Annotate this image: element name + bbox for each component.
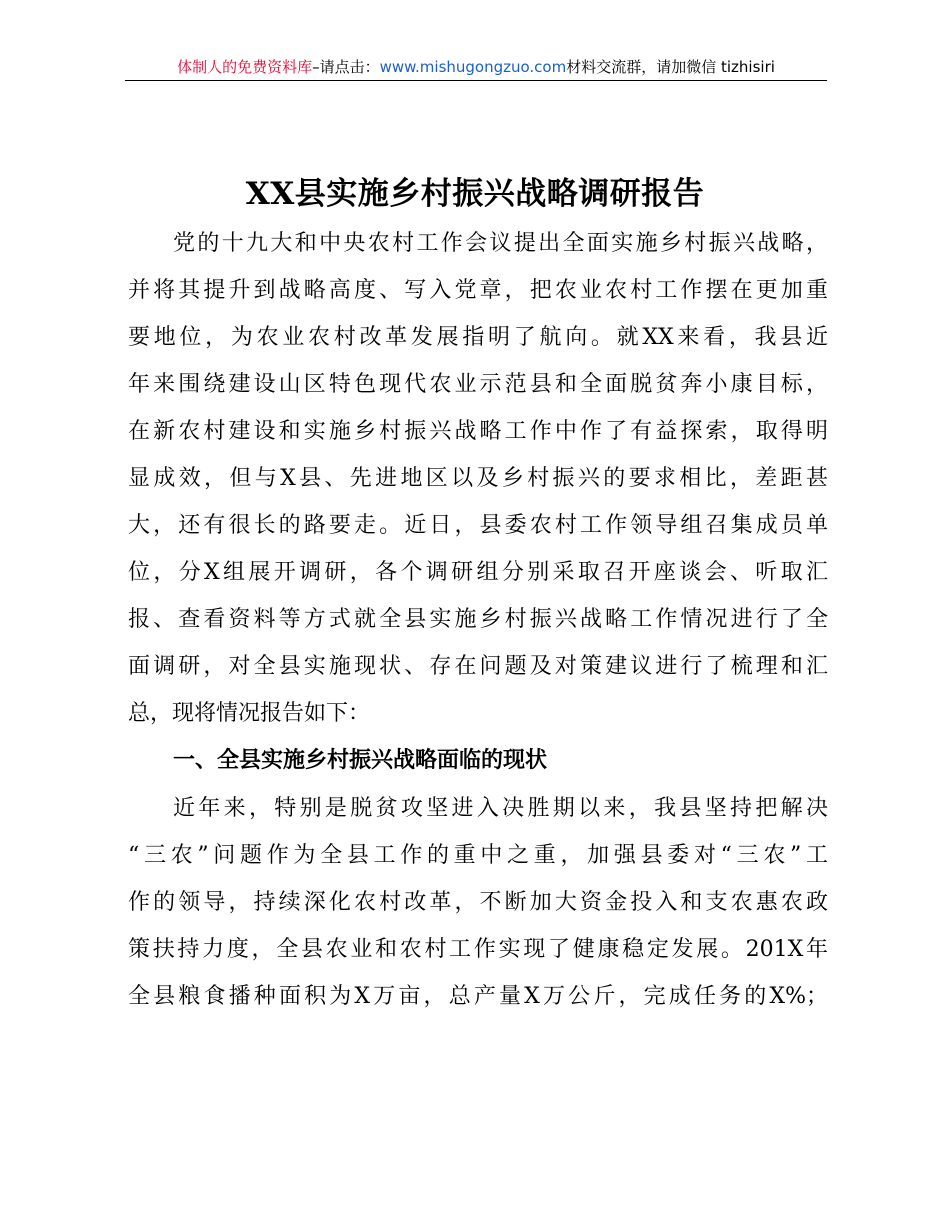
paragraph1-line: 位，分X组展开调研，各个调研组分别采取召开座谈会、听取汇 bbox=[128, 560, 828, 585]
paragraph1-line: 在新农村建设和实施乡村振兴战略工作中作了有益探索，取得明 bbox=[128, 419, 828, 444]
paragraph2-line: 全县粮食播种面积为X万亩，总产量X万公斤，完成任务的X%； bbox=[128, 984, 828, 1009]
paragraph1-line: 面调研，对全县实施现状、存在问题及对策建议进行了梳理和汇 bbox=[128, 654, 828, 679]
paragraph1-line: 要地位，为农业农村改革发展指明了航向。就XX来看，我县近 bbox=[128, 325, 828, 350]
header-url-link[interactable]: www.mishugongzuo.com bbox=[379, 58, 567, 76]
header-click-prompt: –请点击： bbox=[312, 58, 380, 76]
paragraph1-line: 报、查看资料等方式就全县实施乡村振兴战略工作情况进行了全 bbox=[128, 607, 828, 632]
paragraph1-line: 并将其提升到战略高度、写入党章，把农业农村工作摆在更加重 bbox=[128, 278, 828, 303]
paragraph1-line: 党的十九大和中央农村工作会议提出全面实施乡村振兴战略， bbox=[173, 231, 828, 256]
paragraph1-line: 总，现将情况报告如下： bbox=[128, 701, 371, 726]
paragraph2-line: 近年来，特别是脱贫攻坚进入决胜期以来，我县坚持把解决 bbox=[173, 796, 828, 821]
header-group-text: 材料交流群，请加微信 tizhisiri bbox=[566, 58, 775, 76]
page-header bbox=[125, 56, 827, 81]
header-brand: 体制人的免费资料库 bbox=[177, 58, 313, 76]
document-title: XX县实施乡村振兴战略调研报告 bbox=[245, 176, 705, 212]
paragraph1-line: 显成效，但与X县、先进地区以及乡村振兴的要求相比，差距甚 bbox=[128, 466, 828, 491]
paragraph1-line: 大，还有很长的路要走。近日，县委农村工作领导组召集成员单 bbox=[128, 513, 828, 538]
paragraph1-line: 年来围绕建设山区特色现代农业示范县和全面脱贫奔小康目标， bbox=[128, 372, 828, 397]
paragraph2-line: “三农”问题作为全县工作的重中之重，加强县委对“三农”工 bbox=[128, 843, 828, 868]
section1-heading: 一、全县实施乡村振兴战略面临的现状 bbox=[173, 748, 548, 773]
paragraph2-line: 作的领导，持续深化农村改革，不断加大资金投入和支农惠农政 bbox=[128, 890, 828, 915]
paragraph2-line: 策扶持力度，全县农业和农村工作实现了健康稳定发展。201X年 bbox=[128, 937, 828, 962]
